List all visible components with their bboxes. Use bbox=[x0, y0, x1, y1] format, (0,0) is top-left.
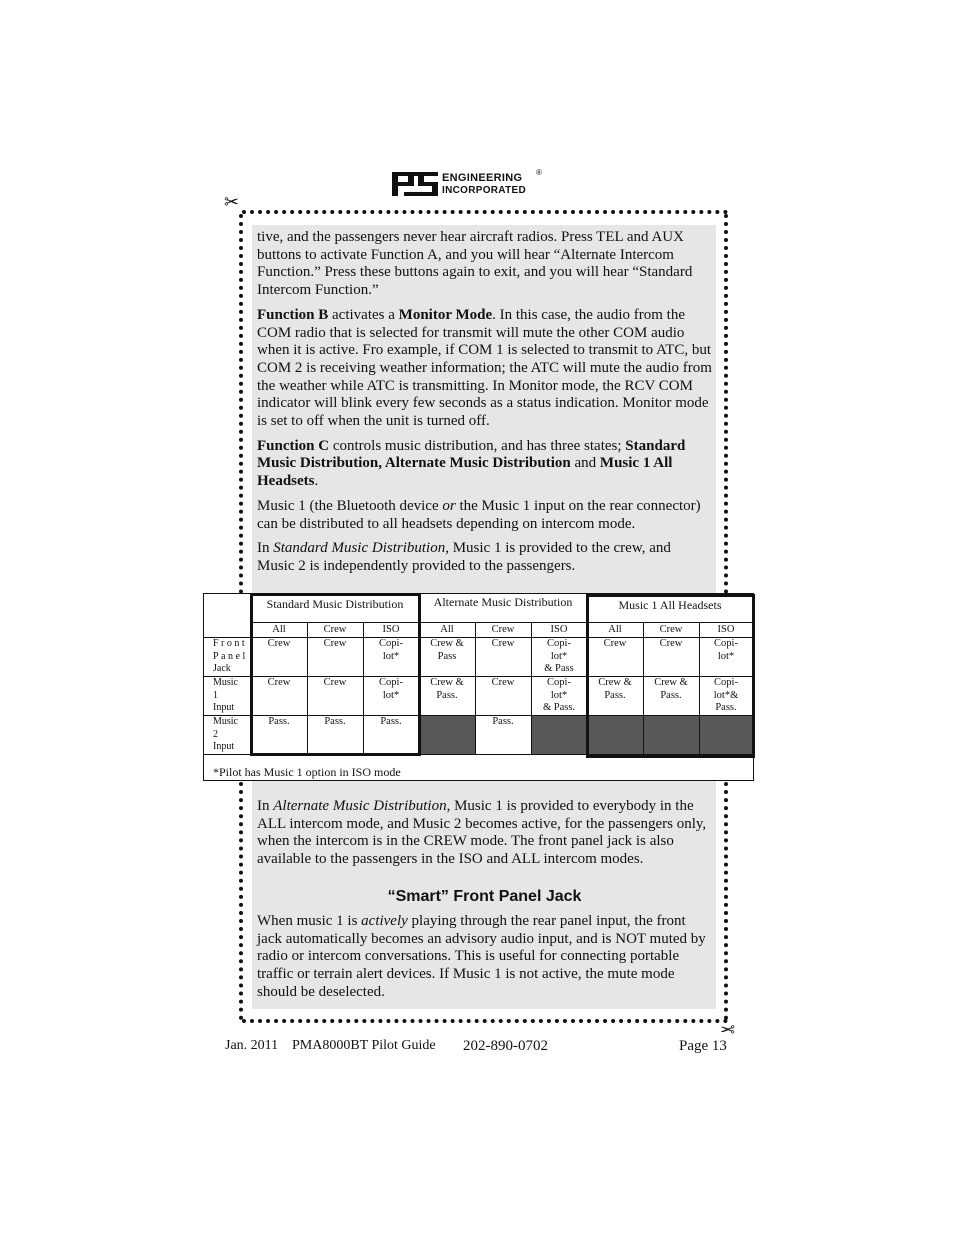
cell-line: Crew & bbox=[430, 638, 464, 649]
company-logo bbox=[392, 170, 552, 198]
text-span: When music 1 is bbox=[257, 913, 362, 929]
mode-header: Crew bbox=[659, 624, 683, 635]
music-distribution-table bbox=[203, 593, 754, 781]
mode-header: ISO bbox=[382, 624, 400, 635]
scissors-icon-top: ✂ bbox=[224, 192, 240, 213]
row-label bbox=[213, 716, 249, 754]
text-span: , Music 1 is provided to everybody in the ALL intercom mode, and Music 2 becomes active, for the passengers only, when the intercom is in the CREW mode. The front panel jack is also available to the passengers in the ISO and ALL intercom modes. bbox=[257, 798, 707, 868]
text-span: Music 1 (the Bluetooth device bbox=[257, 497, 443, 514]
table-cell bbox=[643, 638, 699, 651]
group-header: Standard Music Distribution bbox=[266, 597, 404, 611]
row-label-line: Jack bbox=[213, 663, 231, 674]
text-span: Music 1 is provided to the crew, and Music 2 is independently provided to the passengers. bbox=[257, 540, 671, 574]
cell-line: Pass. bbox=[268, 716, 290, 727]
registered-mark: ® bbox=[536, 168, 542, 177]
mode-header: ISO bbox=[550, 624, 568, 635]
table-cell bbox=[251, 638, 307, 651]
cell-line: Crew & bbox=[430, 677, 464, 688]
italic-span: or bbox=[442, 497, 456, 514]
mode-header: Crew bbox=[323, 624, 347, 635]
group-box-standard bbox=[250, 593, 421, 756]
table-cell bbox=[475, 677, 531, 690]
row-label-line: Music bbox=[213, 716, 238, 727]
group-header: Alternate Music Distribution bbox=[433, 595, 573, 609]
cell-line: Pass. bbox=[492, 716, 514, 727]
cell-line: Crew bbox=[267, 638, 291, 649]
row-label-line: 1 bbox=[213, 689, 218, 701]
mode-header: All bbox=[272, 624, 286, 635]
cell-line: lot*& bbox=[713, 689, 739, 701]
cell-line: lot* bbox=[382, 689, 400, 701]
table-cell bbox=[531, 677, 587, 715]
shaded-cell bbox=[532, 716, 587, 754]
cut-line-right-lower bbox=[724, 782, 728, 1020]
cell-line: Copi- bbox=[714, 638, 738, 649]
bold-music-all: Music 1 All Headsets bbox=[257, 455, 673, 490]
cell-line: Crew bbox=[491, 638, 515, 649]
italic-span: Alternate Music Distribution bbox=[273, 798, 447, 814]
section-heading: “Smart” Front Panel Jack bbox=[387, 888, 582, 905]
bold-function-b: Function B bbox=[257, 306, 329, 323]
cell-line: Pass. bbox=[660, 689, 682, 701]
cell-line: Crew bbox=[603, 638, 627, 649]
text-span: playing through the rear panel input, the front jack automatically becomes an advisory audio input, and is NOT muted by radio or intercom conversations. This is useful for connecting portable traffic or terrain alert devices. If Music 1 is not active, the mute mode should be deselected. bbox=[257, 913, 706, 1000]
cell-line: Copi- bbox=[714, 677, 738, 688]
mode-header: All bbox=[440, 624, 454, 635]
table-cell bbox=[363, 677, 419, 702]
row-label-line: 2 bbox=[213, 728, 218, 740]
text-span: . In this case, the audio from the COM radio that is selected for transmit will mute the other COM audio when it is active. Fro example, if COM 1 is selected to transmit to ATC, but COM 2 is receiving weather information; the ATC will mute the audio from the weather while ATC is transmitting. In Monitor mode, the RCV COM indicator will blink every few seconds as a status indication. Monitor mode is set to off when the unit is turned off. bbox=[257, 306, 712, 430]
cell-line: Crew bbox=[267, 677, 291, 688]
cell-line: Copi- bbox=[547, 638, 571, 649]
text-span: In bbox=[257, 540, 274, 557]
cell-line: Pass. bbox=[380, 716, 402, 727]
logo-line-2: INCORPORATED bbox=[442, 185, 526, 196]
table-cell bbox=[307, 716, 363, 729]
footer-guide-title: PMA8000BT Pilot Guide bbox=[292, 1038, 436, 1053]
table-cell bbox=[699, 677, 753, 715]
cell-line: & Pass. bbox=[542, 702, 576, 713]
footer-date: Jan. 2011 bbox=[225, 1038, 279, 1053]
row-label bbox=[213, 638, 249, 676]
bold-monitor-mode: Monitor Mode bbox=[398, 306, 493, 323]
mode-header: ISO bbox=[717, 624, 735, 635]
scissors-icon-bottom: ✂ bbox=[720, 1020, 736, 1041]
row-label bbox=[213, 677, 249, 715]
cell-line: lot* bbox=[550, 689, 568, 701]
body-text-upper bbox=[257, 229, 712, 583]
table-cell bbox=[475, 716, 531, 729]
cut-line-left-lower bbox=[239, 782, 243, 1020]
table-cell bbox=[643, 677, 699, 702]
cell-line: Copi- bbox=[379, 677, 403, 688]
table-cell bbox=[307, 677, 363, 690]
bold-function-c: Function C bbox=[257, 437, 330, 454]
footer-phone: 202-890-0702 bbox=[463, 1038, 548, 1054]
paragraph-music-1 bbox=[257, 498, 712, 533]
cell-line: lot* bbox=[717, 650, 735, 662]
cell-line: lot* bbox=[550, 650, 568, 662]
cell-line: Pass. bbox=[324, 716, 346, 727]
row-label-line: Panel bbox=[213, 650, 248, 662]
cell-line: Crew & bbox=[598, 677, 632, 688]
cut-line-right-upper bbox=[724, 214, 728, 594]
table-cell bbox=[419, 638, 475, 663]
group-header: Music 1 All Headsets bbox=[618, 598, 722, 612]
mode-header: All bbox=[608, 624, 622, 635]
cut-line-left-upper bbox=[239, 214, 243, 594]
table-cell bbox=[307, 638, 363, 651]
bold-music-states: Standard Music Distribution, Alternate Music Distribution bbox=[257, 437, 686, 472]
italic-span: Standard Music Distribution, bbox=[273, 540, 449, 557]
cell-line: Crew bbox=[491, 677, 515, 688]
ps-logo-icon bbox=[392, 172, 440, 196]
body-text-smart-jack bbox=[257, 913, 712, 1009]
cell-line: Copi- bbox=[379, 638, 403, 649]
table-cell bbox=[531, 638, 587, 676]
cell-line: Crew & bbox=[654, 677, 688, 688]
row-label-line: Input bbox=[213, 741, 235, 752]
logo-line-1: ENGINEERING bbox=[442, 172, 523, 184]
cell-line: lot* bbox=[382, 650, 400, 662]
table-cell bbox=[363, 638, 419, 663]
row-label-line: Front bbox=[213, 638, 248, 649]
table-footnote: *Pilot has Music 1 option in ISO mode bbox=[213, 765, 401, 779]
table-cell bbox=[419, 677, 475, 702]
paragraph-function-c bbox=[257, 438, 712, 491]
cell-line: Crew bbox=[323, 677, 347, 688]
text-span: controls music distribution, and has three states; bbox=[329, 437, 626, 454]
cell-line: Pass. bbox=[604, 689, 626, 701]
table-cell bbox=[699, 638, 753, 663]
cell-line: & Pass bbox=[544, 663, 574, 674]
cell-line: Pass. bbox=[436, 689, 458, 701]
table-cell bbox=[587, 638, 643, 651]
footer-page-number: Page 13 bbox=[679, 1038, 727, 1054]
cut-line-bottom bbox=[242, 1019, 728, 1023]
table-cell bbox=[251, 716, 307, 729]
table-cell bbox=[251, 677, 307, 690]
cell-line: Pass. bbox=[715, 702, 737, 713]
cut-line-top bbox=[242, 210, 728, 214]
paragraph-alternate-distribution bbox=[257, 798, 712, 869]
italic-span: actively bbox=[361, 913, 408, 929]
body-text-lower bbox=[257, 798, 712, 876]
paragraph-function-a: tive, and the passengers never hear aircraft radios. Press TEL and AUX buttons to activate Function A, and you will hear “Alternate Intercom Function.” Press these buttons again to exit, and you will hear “Standard Intercom Function.” bbox=[257, 229, 693, 299]
text-span: In bbox=[257, 798, 274, 814]
table-cell bbox=[587, 677, 643, 702]
cell-line: Copi- bbox=[547, 677, 571, 688]
text-span: and bbox=[570, 455, 600, 472]
text-span: . bbox=[314, 473, 319, 490]
row-label-line: Music bbox=[213, 677, 238, 688]
shaded-cell bbox=[420, 716, 475, 754]
table-cell bbox=[363, 716, 419, 729]
cell-line: Crew bbox=[323, 638, 347, 649]
paragraph-standard-distribution bbox=[257, 540, 712, 575]
text-span: the Music 1 input on the rear connector) can be distributed to all headsets depending on intercom mode. bbox=[257, 497, 701, 532]
cell-line: Crew bbox=[659, 638, 683, 649]
cell-line: Pass bbox=[437, 650, 457, 662]
group-box-all-headsets bbox=[586, 594, 755, 758]
mode-header: Crew bbox=[491, 624, 515, 635]
table-cell bbox=[475, 638, 531, 651]
paragraph-function-b bbox=[257, 307, 712, 431]
paragraph-smart-jack bbox=[257, 913, 712, 1002]
text-span: activates a bbox=[328, 306, 399, 323]
row-label-line: Input bbox=[213, 702, 235, 713]
